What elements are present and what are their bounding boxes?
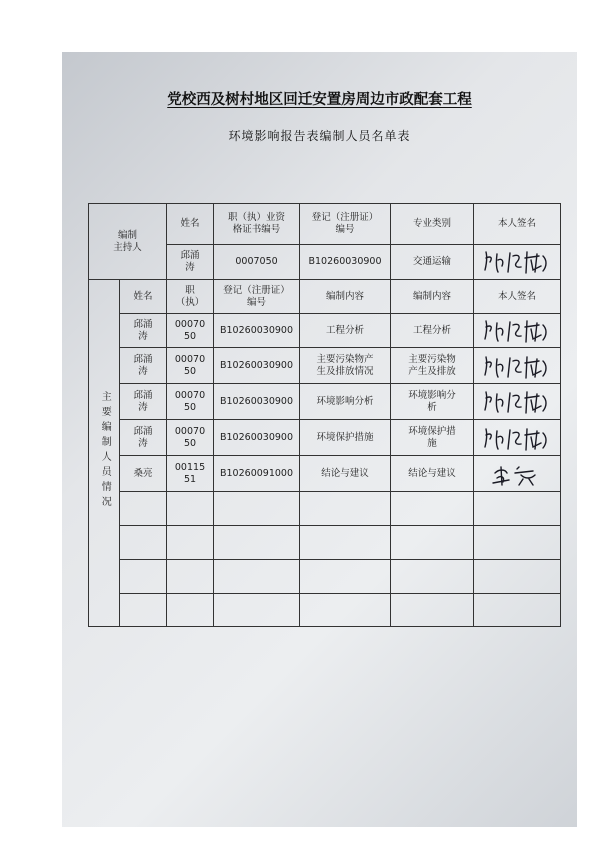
- empty-cell: [167, 492, 214, 526]
- staff-cert-line2: 50: [183, 401, 197, 413]
- handwritten-signature-5: [489, 461, 545, 487]
- staff-reg-cell: B10260030900: [214, 384, 300, 420]
- host-label-line1: 编制: [118, 229, 138, 241]
- staff-header-reg-line2: 编号: [247, 296, 267, 308]
- staff-cert-line1: 00070: [174, 318, 206, 330]
- empty-cell: [120, 526, 167, 560]
- staff-name-line2: 涛: [138, 330, 148, 342]
- handwritten-signature-2: [481, 353, 553, 379]
- handwritten-signature-host: [481, 248, 553, 276]
- empty-table-row: [89, 492, 561, 526]
- staff-name-line2: 涛: [138, 401, 148, 413]
- staff-content1-line1: 环境影响分析: [316, 395, 374, 407]
- staff-reg-cell: B10260091000: [214, 456, 300, 492]
- empty-cell: [300, 526, 391, 560]
- staff-content2-line1: 结论与建议: [408, 467, 456, 479]
- staff-cert-cell: [167, 420, 214, 456]
- staff-name-line1: 邱涌: [133, 389, 153, 401]
- empty-cell: [214, 526, 300, 560]
- staff-name-cell: [120, 314, 167, 348]
- staff-reg-cell: B10260030900: [214, 348, 300, 384]
- staff-cert-line2: 50: [183, 437, 197, 449]
- staff-name-cell: [120, 456, 167, 492]
- staff-signature-cell: [474, 384, 561, 420]
- empty-cell: [120, 560, 167, 594]
- host-header-reg-line1: 登记（注册证）: [311, 212, 379, 224]
- host-label-line2: 主持人: [113, 241, 142, 253]
- staff-cert-line1: 00070: [174, 425, 206, 437]
- handwritten-signature-4: [481, 425, 553, 451]
- host-reg-cell: B10260030900: [300, 245, 391, 280]
- staff-content1-line1: 工程分析: [326, 324, 365, 336]
- staff-header-content1: 编制内容: [300, 280, 391, 314]
- handwritten-signature-1: [481, 318, 553, 344]
- host-name-line1: 邱涌: [180, 250, 200, 262]
- staff-content2-cell: [391, 348, 474, 384]
- staff-name-line2: 涛: [138, 437, 148, 449]
- empty-cell: [300, 560, 391, 594]
- staff-cert-cell: [167, 348, 214, 384]
- table-row: [89, 314, 561, 348]
- empty-cell: [391, 560, 474, 594]
- staff-content2-cell: [391, 384, 474, 420]
- host-header-major: 专业类别: [391, 204, 474, 245]
- empty-cell: [167, 594, 214, 627]
- empty-cell: [167, 560, 214, 594]
- staff-content2-line2: 产生及排放: [408, 365, 456, 377]
- staff-content1-cell: [300, 384, 391, 420]
- empty-cell: [474, 526, 561, 560]
- staff-header-signature: 本人签名: [474, 280, 561, 314]
- staff-content2-cell: [391, 420, 474, 456]
- staff-header-content2: 编制内容: [391, 280, 474, 314]
- staff-cert-line2: 50: [183, 330, 197, 342]
- staff-content1-line1: 环境保护措施: [316, 431, 374, 443]
- staff-name-line2: 涛: [138, 365, 148, 377]
- staff-cert-line1: 00070: [174, 389, 206, 401]
- staff-cert-cell: [167, 384, 214, 420]
- table-row: [89, 420, 561, 456]
- staff-side-label: 主要编制人员情况: [99, 391, 111, 512]
- handwritten-signature-3: [481, 389, 553, 415]
- empty-cell: [167, 526, 214, 560]
- host-header-cert: [214, 204, 300, 245]
- document-subtitle: 环境影响报告表编制人员名单表: [228, 129, 411, 143]
- empty-cell: [300, 594, 391, 627]
- staff-reg-cell: B10260030900: [214, 314, 300, 348]
- host-cert-cell: 0007050: [214, 245, 300, 280]
- staff-header-row: [89, 280, 561, 314]
- staff-signature-cell: [474, 420, 561, 456]
- staff-content2-cell: [391, 456, 474, 492]
- staff-cert-line1: 00070: [174, 353, 206, 365]
- staff-header-name: 姓名: [120, 280, 167, 314]
- staff-signature-cell: [474, 456, 561, 492]
- empty-table-row: [89, 560, 561, 594]
- host-signature-cell: [474, 245, 561, 280]
- staff-header-cert-line2: （执）: [175, 296, 205, 308]
- staff-content1-line2: 生及排放情况: [316, 365, 374, 377]
- staff-name-line1: 邱涌: [133, 318, 153, 330]
- table-row: [89, 384, 561, 420]
- staff-header-reg: [214, 280, 300, 314]
- empty-table-row: [89, 594, 561, 627]
- empty-cell: [120, 594, 167, 627]
- staff-cert-line2: 50: [183, 365, 197, 377]
- empty-cell: [474, 594, 561, 627]
- empty-cell: [120, 492, 167, 526]
- staff-side-label-cell: [89, 280, 120, 627]
- empty-cell: [474, 560, 561, 594]
- host-name-line2: 涛: [185, 262, 195, 273]
- host-label-cell: [89, 204, 167, 280]
- host-header-reg: [300, 204, 391, 245]
- empty-cell: [214, 492, 300, 526]
- staff-content1-cell: [300, 348, 391, 384]
- staff-content1-line1: 主要污染物产: [316, 353, 374, 365]
- staff-cert-cell: [167, 456, 214, 492]
- staff-name-cell: [120, 348, 167, 384]
- staff-content2-line1: 环境保护措: [408, 425, 456, 437]
- empty-cell: [214, 594, 300, 627]
- staff-content2-line1: 主要污染物: [408, 353, 456, 365]
- staff-header-cert: [167, 280, 214, 314]
- document-title: 党校西及树村地区回迁安置房周边市政配套工程: [167, 91, 472, 108]
- table-row: [89, 348, 561, 384]
- empty-cell: [391, 526, 474, 560]
- host-header-name: 姓名: [167, 204, 214, 245]
- staff-content2-line2: 析: [427, 401, 437, 413]
- staff-reg-cell: B10260030900: [214, 420, 300, 456]
- staff-name-line1: 邱涌: [133, 353, 153, 365]
- host-header-signature: 本人签名: [474, 204, 561, 245]
- staff-cert-line2: 51: [183, 473, 197, 485]
- host-name-cell: [167, 245, 214, 280]
- staff-content1-cell: [300, 314, 391, 348]
- host-header-cert-line2: 格证书编号: [232, 224, 281, 235]
- staff-content1-cell: [300, 456, 391, 492]
- staff-name-line1: 桑亮: [133, 467, 153, 479]
- staff-content2-cell: [391, 314, 474, 348]
- empty-cell: [214, 560, 300, 594]
- staff-content2-line1: 环境影响分: [408, 389, 456, 401]
- empty-cell: [391, 594, 474, 627]
- staff-cert-line1: 00115: [174, 461, 206, 473]
- host-major-cell: 交通运输: [391, 245, 474, 280]
- empty-cell: [474, 492, 561, 526]
- empty-table-row: [89, 526, 561, 560]
- staff-name-cell: [120, 384, 167, 420]
- staff-name-cell: [120, 420, 167, 456]
- staff-header-reg-line1: 登记（注册证）: [223, 284, 290, 296]
- personnel-table: [88, 203, 561, 627]
- staff-content1-line1: 结论与建议: [321, 467, 369, 479]
- staff-name-line1: 邱涌: [133, 425, 153, 437]
- staff-header-cert-line1: 职: [185, 284, 195, 296]
- host-header-row: [89, 204, 561, 245]
- host-header-cert-line1: 职（执）业资: [228, 212, 286, 224]
- table-row: [89, 456, 561, 492]
- host-header-reg-line2: 编号: [335, 224, 355, 235]
- staff-content1-cell: [300, 420, 391, 456]
- staff-signature-cell: [474, 314, 561, 348]
- staff-signature-cell: [474, 348, 561, 384]
- empty-cell: [391, 492, 474, 526]
- staff-content2-line1: 工程分析: [413, 324, 452, 336]
- staff-content2-line2: 施: [427, 437, 437, 449]
- empty-cell: [300, 492, 391, 526]
- staff-cert-cell: [167, 314, 214, 348]
